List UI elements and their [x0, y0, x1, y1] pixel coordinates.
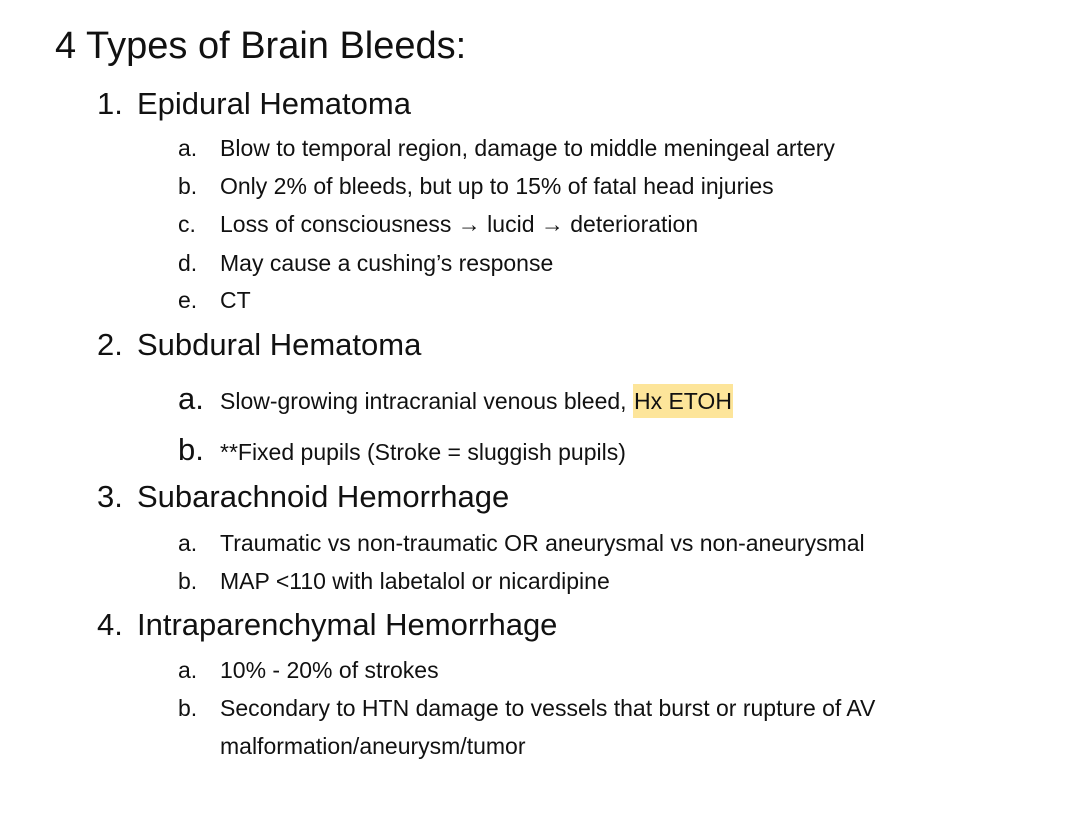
list-marker: b.	[178, 432, 204, 467]
section-number: 3.	[97, 479, 123, 514]
section-title: Epidural Hematoma	[137, 86, 411, 121]
section-title: Subdural Hematoma	[137, 327, 422, 362]
list-marker: a.	[178, 657, 198, 683]
list-item	[178, 432, 626, 470]
list-item	[178, 655, 439, 685]
list-text: Traumatic vs non-traumatic OR aneurysmal vs non-aneurysmal	[220, 530, 865, 556]
list-marker: a.	[178, 135, 198, 161]
list-item	[178, 171, 774, 201]
list-text: Secondary to HTN damage to vessels that burst or rupture of AV	[220, 695, 876, 721]
list-marker: e.	[178, 287, 198, 313]
list-marker: c.	[178, 211, 196, 237]
list-item	[178, 381, 733, 419]
list-text: Slow-growing intracranial venous bleed,	[220, 388, 633, 414]
list-marker: a.	[178, 381, 204, 416]
section-title: Subarachnoid Hemorrhage	[137, 479, 510, 514]
section-heading-subarachnoid	[97, 477, 509, 517]
list-text: **Fixed pupils (Stroke = sluggish pupils)	[220, 439, 626, 465]
list-text: CT	[220, 287, 251, 313]
section-heading-epidural	[97, 84, 411, 124]
list-marker: b.	[178, 173, 198, 199]
section-heading-subdural	[97, 325, 421, 365]
list-text: May cause a cushing’s response	[220, 250, 554, 276]
list-marker: b.	[178, 695, 198, 721]
list-text: Only 2% of bleeds, but up to 15% of fatal head injuries	[220, 173, 774, 199]
list-item	[178, 566, 610, 596]
list-marker: d.	[178, 250, 198, 276]
list-item	[178, 133, 835, 163]
section-number: 2.	[97, 327, 123, 362]
list-text: Loss of consciousness → lucid → deterioration	[220, 211, 699, 237]
page-title: 4 Types of Brain Bleeds:	[55, 25, 467, 67]
list-text: MAP <110 with labetalol or nicardipine	[220, 568, 610, 594]
list-item	[178, 285, 251, 315]
list-item	[178, 209, 698, 239]
section-title: Intraparenchymal Hemorrhage	[137, 607, 558, 642]
list-item-continuation: malformation/aneurysm/tumor	[220, 733, 526, 759]
section-heading-intraparenchymal	[97, 605, 557, 645]
section-number: 1.	[97, 86, 123, 121]
list-item	[178, 528, 865, 558]
list-text: 10% - 20% of strokes	[220, 657, 439, 683]
list-text: Blow to temporal region, damage to middle meningeal artery	[220, 135, 835, 161]
list-item	[178, 248, 553, 278]
list-marker: a.	[178, 530, 198, 556]
list-marker: b.	[178, 568, 198, 594]
list-item	[178, 693, 875, 723]
section-number: 4.	[97, 607, 123, 642]
highlighted-text: Hx ETOH	[633, 384, 733, 418]
